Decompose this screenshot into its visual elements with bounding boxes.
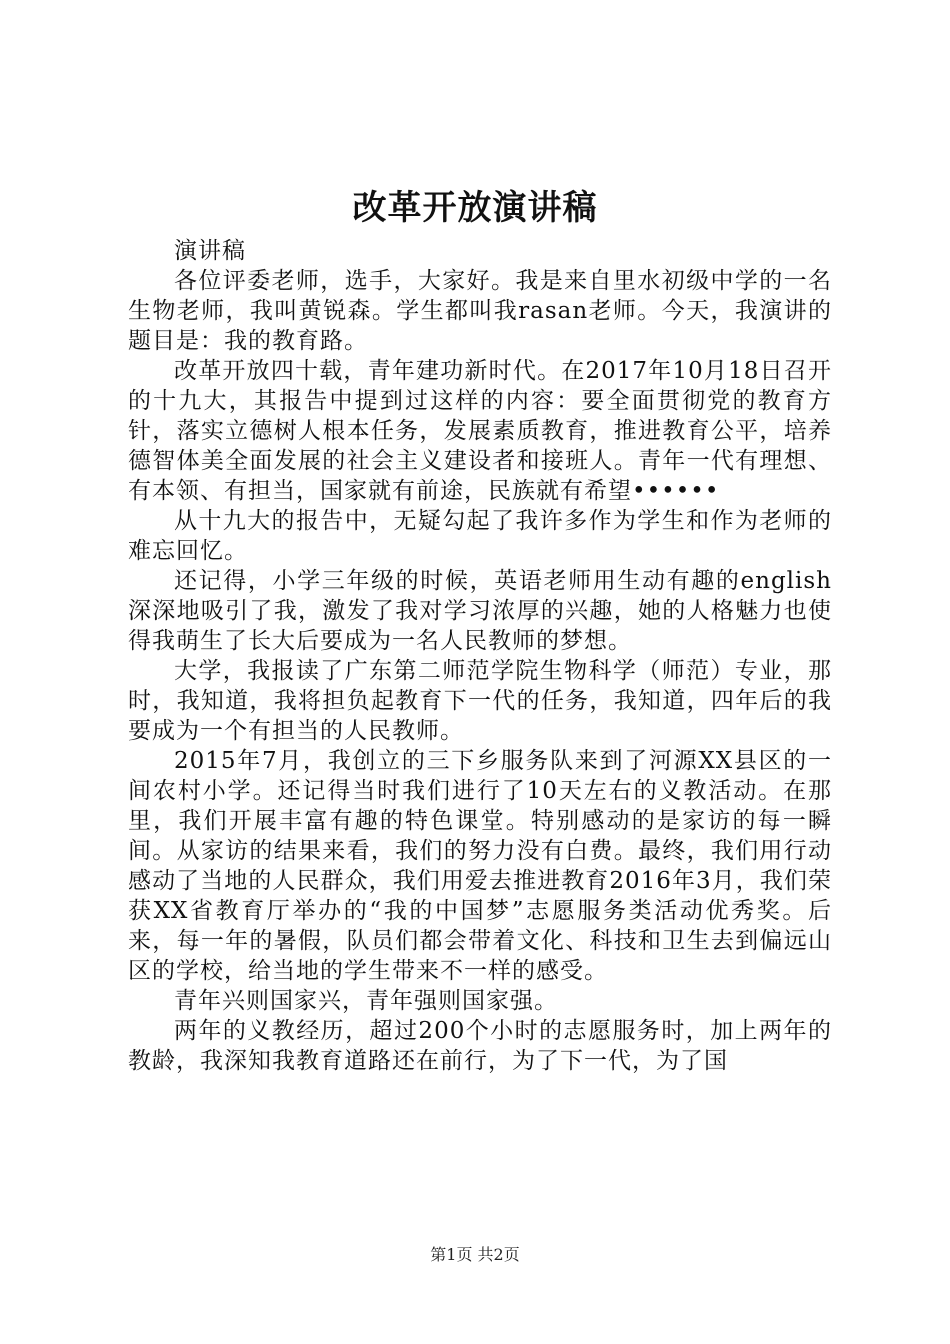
paragraph-memories: 从十九大的报告中，无疑勾起了我许多作为学生和作为老师的难忘回忆。 (128, 508, 832, 564)
paragraph-greeting: 各位评委老师，选手，大家好。我是来自里水初级中学的一名生物老师，我叫黄锐森。学生都叫我rasan老师。今天，我演讲的题目是：我的教育路。 (128, 268, 832, 354)
paragraph-heading: 演讲稿 (174, 238, 246, 264)
paragraph-university: 大学，我报读了广东第二师范学院生物科学（师范）专业，那时，我知道，我将担负起教育下一代的任务，我知道，四年后的我要成为一个有担当的人民教师。 (128, 658, 832, 744)
paragraph-reform: 改革开放四十载，青年建功新时代。在2017年10月18日召开的十九大，其报告中提到过这样的内容：要全面贯彻党的教育方针，落实立德树人根本任务，发展素质教育，推进教育公平，培养德智体美全面发展的社会主义建设者和接班人。青年一代有理想、有本领、有担当，国家就有前途，民族就有希望•••••• (128, 358, 832, 504)
paragraph-experience: 两年的义教经历，超过200个小时的志愿服务时，加上两年的教龄，我深知我教育道路还在前行，为了下一代，为了国 (128, 1018, 832, 1074)
document-body (128, 236, 832, 1076)
page-number-footer: 第1页 共2页 (430, 1245, 520, 1264)
paragraph-primary-school: 还记得，小学三年级的时候，英语老师用生动有趣的english深深地吸引了我，激发了我对学习浓厚的兴趣，她的人格魅力也使得我萌生了长大后要成为一名人民教师的梦想。 (128, 568, 832, 654)
paragraph-youth: 青年兴则国家兴，青年强则国家强。 (174, 988, 558, 1014)
paragraph-volunteer-service: 2015年7月，我创立的三下乡服务队来到了河源XX县区的一间农村小学。还记得当时我们进行了10天左右的义教活动。在那里，我们开展丰富有趣的特色课堂。特别感动的是家访的每一瞬间。从家访的结果来看，我们的努力没有白费。最终，我们用行动感动了当地的人民群众，我们用爱去推进教育2016年3月，我们荣获XX省教育厅举办的“我的中国梦”志愿服务类活动优秀奖。后来，每一年的暑假，队员们都会带着文化、科技和卫生去到偏远山区的学校，给当地的学生带来不一样的感受。 (128, 748, 832, 984)
document-title: 改革开放演讲稿 (352, 188, 598, 228)
